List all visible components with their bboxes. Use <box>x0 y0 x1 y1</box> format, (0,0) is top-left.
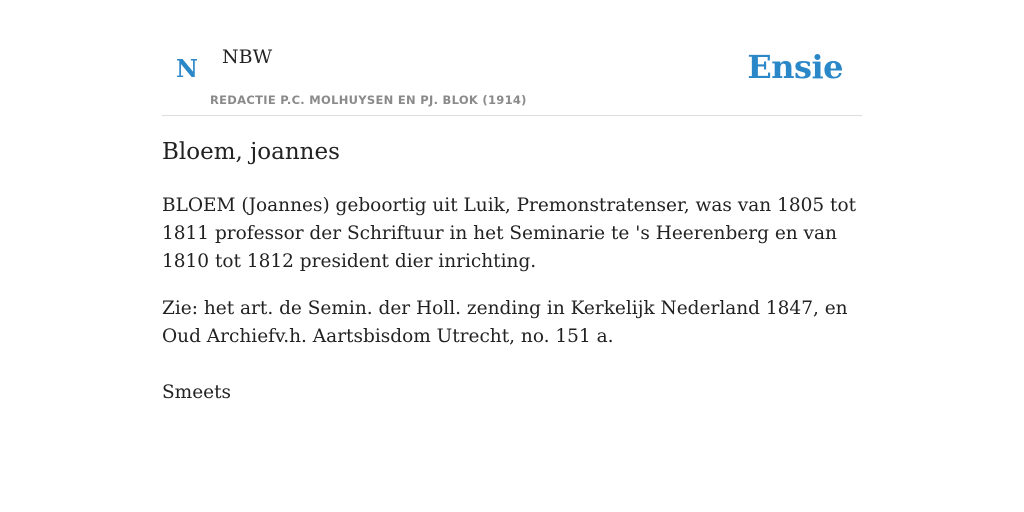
article-title: Bloem, joannes <box>162 139 340 165</box>
source-subtitle: REDACTIE P.C. MOLHUYSEN EN PJ. BLOK (1914) <box>210 93 527 107</box>
article-paragraph: Zie: het art. de Semin. der Holl. zending in Kerkelijk Nederland 1847, en Oud Archiefv.h. Aartsbisdom Utrecht, no. 151 a. <box>162 298 848 347</box>
article-author: Smeets <box>162 382 232 403</box>
source-header <box>162 0 862 116</box>
ensie-logo[interactable]: Ensie <box>747 48 843 86</box>
article-paragraph: BLOEM (Joannes) geboortig uit Luik, Premonstratenser, was van 1805 tot 1811 professor der Schriftuur in het Seminarie te 's Heerenberg en van 1810 tot 1812 president dier inrichting. <box>162 195 857 272</box>
source-name[interactable]: NBW <box>222 46 273 68</box>
page-container <box>162 0 862 512</box>
source-logo[interactable]: N <box>176 54 198 83</box>
